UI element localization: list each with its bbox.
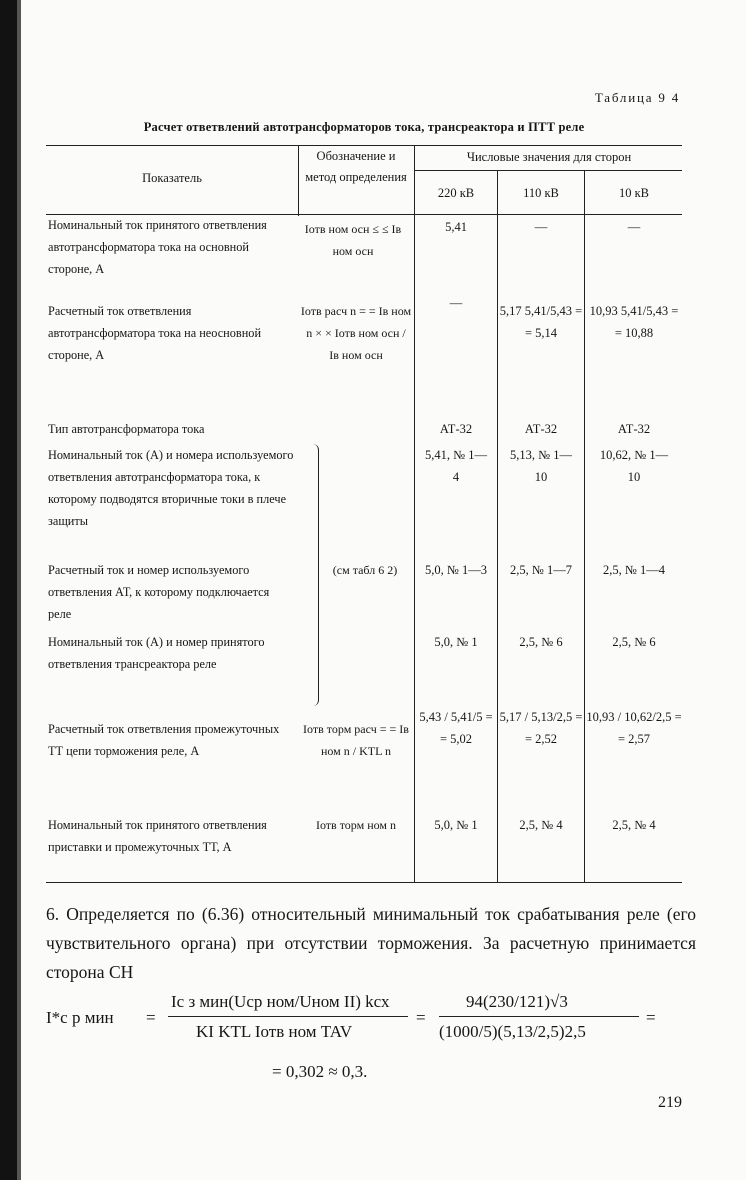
formula-equals-3: = — [646, 1008, 656, 1027]
row-value-110: 2,5, № 6 — [519, 635, 563, 649]
header-sub-rule — [414, 170, 682, 171]
row-value-220: АТ-32 — [439, 422, 473, 436]
row-value-110: 2,5, № 4 — [519, 818, 563, 832]
col-divider-1 — [298, 145, 299, 216]
row-indicator: Номинальный ток (А) и номер принятого ответвления трансреактора реле — [48, 635, 265, 671]
header-method: Обозначение и метод определения — [305, 149, 407, 184]
row-value-10: АТ-32 — [617, 422, 651, 436]
row-value-220: — — [449, 296, 463, 310]
formula-equals-1: = — [146, 1008, 156, 1027]
col-divider-2 — [414, 145, 415, 882]
row-value-220: 5,0, № 1 — [434, 635, 478, 649]
formula-lhs: I*с р мин — [46, 1008, 114, 1027]
row-value-10: 2,5, № 4 — [612, 818, 656, 832]
row-method: (см табл 6 2) — [332, 563, 398, 577]
row-value-220: 5,41, № 1—4 — [425, 448, 487, 484]
binding-shadow-edge — [17, 0, 21, 1180]
body-paragraph: 6. Определяется по (6.36) относительный минимальный ток срабатывания реле (его чувствительного органа) при отсутствии торможения. За расчетную принимается сторона СН — [46, 904, 696, 982]
row-value-10: 2,5, № 1—4 — [603, 563, 665, 577]
row-indicator: Расчетный ток и номер используемого ответвления АТ, к которому подключается реле — [48, 563, 270, 621]
row-indicator: Номинальный ток принятого ответвления приставки и промежуточных ТТ, А — [48, 818, 267, 854]
row-value-220: 5,0, № 1 — [434, 818, 478, 832]
right-brace — [310, 444, 319, 706]
formula-fraction-bar-2 — [439, 1016, 639, 1017]
row-indicator: Тип автотрансформатора тока — [48, 422, 205, 436]
row-value-110: 5,17 / 5,13/2,5 = = 2,52 — [499, 710, 583, 746]
row-indicator: Расчетный ток ответвления промежуточных ТТ цепи торможения реле, А — [48, 722, 280, 758]
row-value-220: 5,41 — [445, 220, 467, 234]
header-values-group: Числовые значения для сторон — [466, 150, 632, 164]
header-110kv: 110 кВ — [523, 186, 559, 200]
col-divider-3 — [497, 170, 498, 882]
row-method: Iотв торм ном n — [315, 818, 397, 832]
row-indicator: Расчетный ток ответвления автотрансформатора тока на неосновной стороне, А — [48, 304, 262, 362]
row-value-220: 5,43 / 5,41/5 = = 5,02 — [419, 710, 493, 746]
table-bottom-rule — [46, 882, 682, 883]
page-number: 219 — [658, 1094, 682, 1111]
row-indicator: Номинальный ток (А) и номера используемого ответвления автотрансформатора тока, к которому подводятся вторичные токи в плече защиты — [48, 448, 294, 528]
row-value-10: 10,93 / 10,62/2,5 = = 2,57 — [586, 710, 682, 746]
header-220kv: 220 кВ — [437, 186, 475, 200]
header-10kv: 10 кВ — [618, 186, 650, 200]
formula-numerator: Iс з мин(Uср ном/Uном II) kсх — [171, 992, 390, 1011]
formula-denominator: KI KTL Iотв ном TAV — [196, 1022, 353, 1041]
row-value-220: 5,0, № 1—3 — [425, 563, 487, 577]
row-value-10: 2,5, № 6 — [612, 635, 656, 649]
table-title: Расчет ответвлений автотрансформаторов тока, трансреактора и ПТТ реле — [143, 120, 585, 134]
row-value-10: 10,93 5,41/5,43 = = 10,88 — [589, 304, 679, 340]
formula-denominator-2: (1000/5)(5,13/2,5)2,5 — [439, 1022, 586, 1041]
table-label: Таблица 9 4 — [594, 90, 680, 105]
row-value-110: АТ-32 — [524, 422, 558, 436]
formula-equals-2: = — [416, 1008, 426, 1027]
row-method: Iотв расч n = = Iв ном n × × Iотв ном осн / Iв ном осн — [300, 304, 412, 362]
row-indicator: Номинальный ток принятого ответвления автотрансформатора тока на основной стороне, А — [48, 218, 267, 276]
row-value-110: 5,13, № 1—10 — [510, 448, 572, 484]
header-indicator: Показатель — [142, 171, 202, 185]
col-divider-4 — [584, 170, 585, 882]
formula — [46, 992, 706, 1082]
formula-numerator-2: 94(230/121)√3 — [466, 992, 568, 1011]
formula-result: = 0,302 ≈ 0,3. — [272, 1062, 368, 1081]
row-value-110: — — [534, 220, 548, 234]
row-value-110: 5,17 5,41/5,43 = = 5,14 — [499, 304, 583, 340]
row-value-110: 2,5, № 1—7 — [510, 563, 572, 577]
binding-shadow — [0, 0, 17, 1180]
row-method: Iотв торм расч = = Iв ном n / KTL n — [303, 722, 409, 758]
formula-fraction-bar-1 — [168, 1016, 408, 1017]
row-method: Iотв ном осн ≤ ≤ Iв ном осн — [304, 222, 402, 258]
row-value-10: — — [627, 220, 641, 234]
row-value-10: 10,62, № 1—10 — [599, 448, 669, 484]
